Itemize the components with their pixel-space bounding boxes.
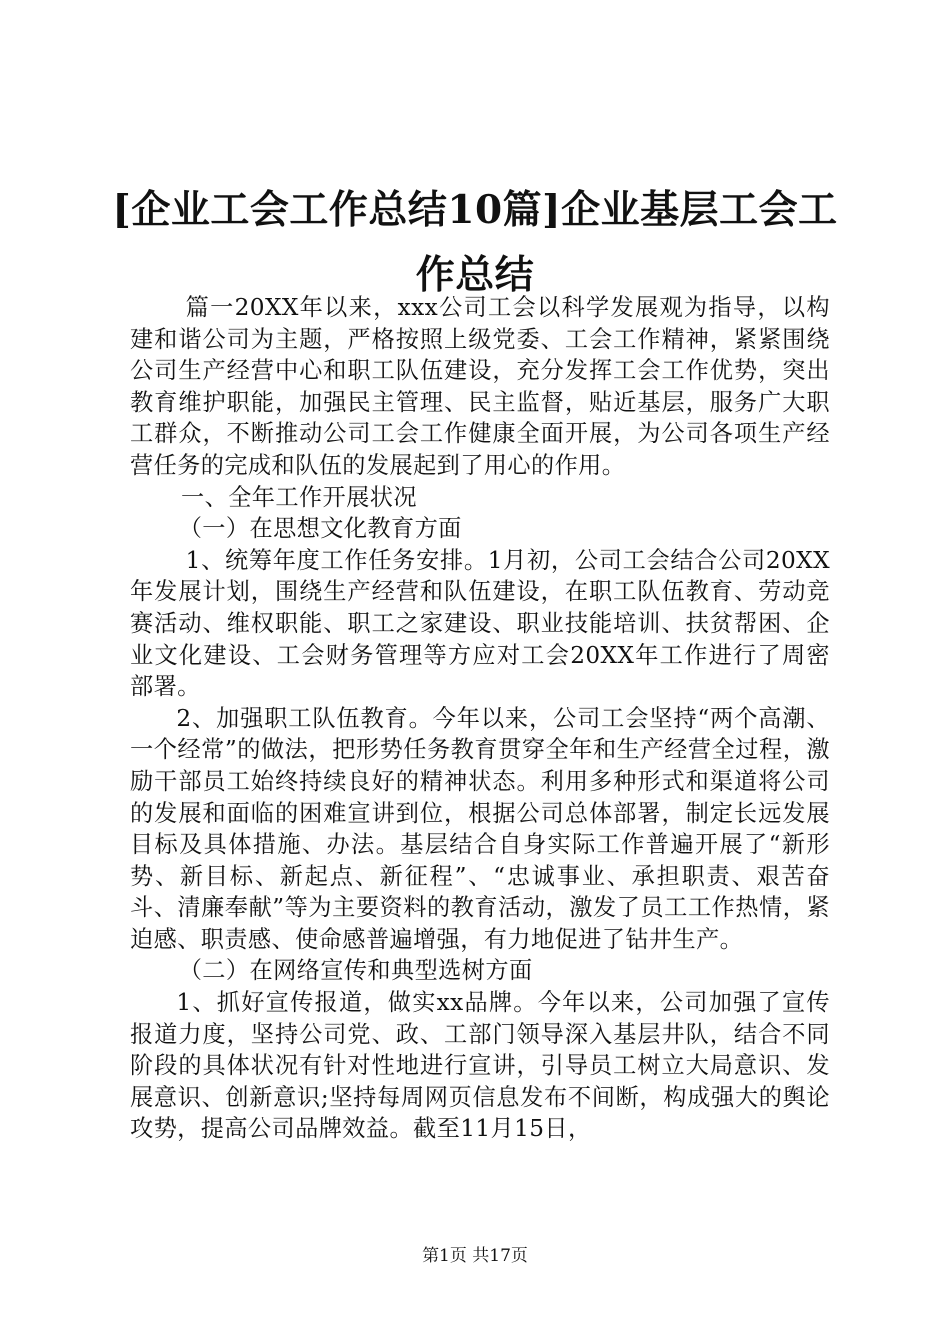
page-footer: 第1页 共17页 bbox=[422, 1246, 528, 1266]
document-body bbox=[130, 292, 830, 1145]
paragraph-item: 2、加强职工队伍教育。今年以来，公司工会坚持“两个高潮、一个经常”的做法，把形势任务教育贯穿全年和生产经营全过程，激励干部员工始终持续良好的精神状态。利用多种形式和渠道将公司的发展和面临的困难宣讲到位，根据公司总体部署，制定长远发展目标及具体措施、办法。基层结合自身实际工作普遍开展了“新形势、新目标、新起点、新征程”、“忠诚事业、承担职责、艰苦奋斗、清廉奉献”等为主要资料的教育活动，激发了员工工作热情，紧迫感、职责感、使命感普遍增强，有力地促进了钻井生产。 bbox=[130, 704, 830, 953]
paragraph-item: 1、抓好宣传报道，做实xx品牌。今年以来，公司加强了宣传报道力度，坚持公司党、政、工部门领导深入基层井队，结合不同阶段的具体状况有针对性地进行宣讲，引导员工树立大局意识、发展意识、创新意识;坚持每周网页信息发布不间断，构成强大的舆论攻势，提高公司品牌效益。截至11月15日， bbox=[130, 989, 830, 1143]
subsection-heading: （二）在网络宣传和典型选树方面 bbox=[178, 957, 533, 985]
paragraph-intro: 篇一20XX年以来，xxx公司工会以科学发展观为指导，以构建和谐公司为主题，严格按照上级党委、工会工作精神，紧紧围绕公司生产经营中心和职工队伍建设，充分发挥工会工作优势，突出教育维护职能，加强民主管理、民主监督，贴近基层，服务广大职工群众，不断推动公司工会工作健康全面开展，为公司各项生产经营任务的完成和队伍的发展起到了用心的作用。 bbox=[130, 294, 830, 479]
paragraph-item: 1、统筹年度工作任务安排。1月初，公司工会结合公司20XX年发展计划，围绕生产经营和队伍建设，在职工队伍教育、劳动竞赛活动、维权职能、职工之家建设、职业技能培训、扶贫帮困、企业文化建设、工会财务管理等方应对工会20XX年工作进行了周密部署。 bbox=[130, 546, 830, 701]
document-title: [企业工会工作总结10篇]企业基层工会工作总结 bbox=[112, 187, 838, 298]
subsection-heading: （一）在思想文化教育方面 bbox=[178, 515, 462, 543]
section-heading: 一、全年工作开展状况 bbox=[181, 483, 417, 511]
